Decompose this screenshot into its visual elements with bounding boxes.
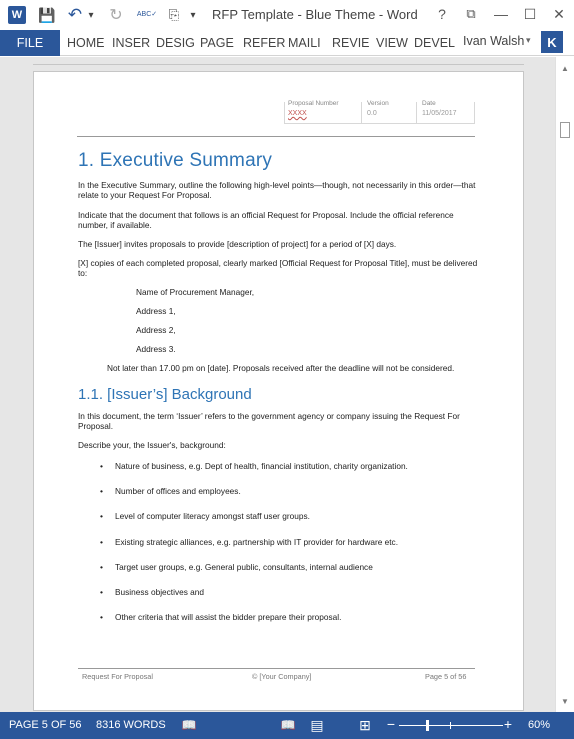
proofing-icon[interactable]: 📖 (181, 718, 197, 732)
help-button[interactable]: ? (438, 6, 446, 22)
bullet-icon: • (100, 537, 103, 547)
list-item: Existing strategic alliances, e.g. partnership with IT provider for hardware etc. (115, 537, 398, 547)
list-item: Business objectives and (115, 587, 205, 597)
paragraph-deadline: Not later than 17.00 pm on [date]. Proposals received after the deadline will not be considered. (107, 363, 455, 373)
title-bar (0, 0, 574, 30)
paragraph-copies: [X] copies of each completed proposal, clearly marked [Official Request for Proposal Title], must be delivered to: (78, 258, 478, 278)
spelling-icon[interactable]: ABC✓ (136, 11, 158, 18)
undo-icon[interactable]: ↶ (67, 5, 83, 24)
ribbon-tabs (0, 30, 574, 56)
paragraph-describe: Describe your, the Issuer's, background: (78, 440, 226, 450)
print-layout-icon[interactable]: ▤ (310, 716, 324, 733)
previous-page-edge (33, 64, 524, 65)
paragraph-invites: The [Issuer] invites proposals to provide [description of project] for a period of [X] days. (78, 239, 397, 249)
address-line: Address 3. (136, 344, 176, 354)
table-cell-date: 11/05/2017 (422, 110, 457, 117)
page-count[interactable]: PAGE 5 OF 56 (9, 719, 82, 731)
document-area[interactable] (0, 57, 555, 712)
scroll-down-icon[interactable]: ▼ (561, 696, 569, 706)
read-mode-icon[interactable]: 📖 (280, 718, 296, 732)
tab-developer[interactable]: DEVEL (414, 36, 455, 50)
header-rule (77, 136, 475, 137)
status-bar (0, 712, 574, 739)
list-item: Level of computer literacy amongst staff user groups. (115, 511, 310, 521)
table-header-proposal-number: Proposal Number (288, 100, 339, 107)
header-table (284, 102, 475, 124)
tab-home[interactable]: HOME (67, 36, 105, 50)
window-title: RFP Template - Blue Theme - Word (212, 7, 418, 22)
bullet-icon: • (100, 562, 103, 572)
redo-icon[interactable]: ↻ (109, 7, 123, 24)
heading-executive-summary: 1. Executive Summary (78, 150, 273, 171)
heading-issuer-background: 1.1. [Issuer’s] Background (78, 386, 252, 403)
touch-mode-icon[interactable]: ⎘ (168, 7, 180, 22)
zoom-slider-center-tick (450, 722, 451, 729)
list-item: Other criteria that will assist the bidder prepare their proposal. (115, 612, 342, 622)
tab-insert[interactable]: INSER (112, 36, 151, 50)
minimize-button[interactable]: — (494, 6, 508, 22)
tab-page-layout[interactable]: PAGE (200, 36, 234, 50)
tab-view[interactable]: VIEW (376, 36, 408, 50)
word-count[interactable]: 8316 WORDS (96, 719, 166, 731)
document-page[interactable] (33, 71, 524, 711)
save-icon[interactable]: 💾 (38, 6, 56, 23)
bullet-icon: • (100, 612, 103, 622)
table-header-version: Version (367, 100, 389, 107)
list-item: Number of offices and employees. (115, 486, 241, 496)
tab-review[interactable]: REVIE (332, 36, 370, 50)
table-header-date: Date (422, 100, 436, 107)
web-layout-icon[interactable]: ⊞ (359, 716, 371, 733)
footer-page-number: Page 5 of 56 (425, 672, 467, 681)
table-cell-version: 0.0 (367, 110, 377, 117)
tab-mailings[interactable]: MAILI (288, 36, 321, 50)
user-name[interactable]: Ivan Walsh (463, 34, 525, 48)
bullet-icon: • (100, 486, 103, 496)
zoom-out-icon[interactable]: − (386, 716, 396, 732)
zoom-level[interactable]: 60% (528, 719, 551, 731)
bullet-icon: • (100, 461, 103, 471)
scroll-up-icon[interactable]: ▲ (561, 63, 569, 73)
vertical-scrollbar[interactable] (555, 57, 574, 712)
zoom-slider-thumb[interactable] (426, 720, 429, 731)
paragraph-official-request: Indicate that the document that follows is an official Request for Proposal. Include the official reference number, if available. (78, 210, 454, 230)
footer-left: Request For Proposal (82, 672, 153, 681)
scrollbar-thumb[interactable] (560, 122, 570, 138)
user-menu-chevron-icon[interactable]: ▾ (526, 35, 531, 45)
ribbon-display-options-button[interactable]: ⧉ (466, 6, 476, 21)
zoom-in-icon[interactable]: + (503, 716, 513, 732)
address-line: Name of Procurement Manager, (136, 287, 255, 297)
tab-references[interactable]: REFER (243, 36, 286, 50)
address-line: Address 1, (136, 306, 176, 316)
undo-dropdown-icon[interactable]: ▾ (88, 9, 94, 21)
bullet-icon: • (100, 511, 103, 521)
paragraph-intro: In the Executive Summary, outline the following high-level points—though, not necessarily in this order—that relate to your Request For Proposal. (78, 180, 476, 200)
list-item: Target user groups, e.g. General public, consultants, internal audience (115, 562, 373, 572)
footer-center: © [Your Company] (252, 672, 312, 681)
restore-button[interactable]: ☐ (523, 5, 537, 22)
avatar[interactable]: K (541, 31, 563, 53)
word-app-icon[interactable]: W (8, 6, 26, 24)
customize-qat-icon[interactable]: ▾ (190, 9, 196, 21)
footer-rule (78, 668, 475, 669)
tab-file[interactable]: FILE (0, 30, 60, 56)
close-button[interactable]: ✕ (553, 5, 565, 22)
table-cell-proposal-number: XXXX (288, 110, 307, 117)
tab-design[interactable]: DESIG (156, 36, 195, 50)
list-item: Nature of business, e.g. Dept of health, financial institution, charity organization. (115, 461, 408, 471)
zoom-slider[interactable] (399, 725, 503, 726)
paragraph-issuer-term: In this document, the term ‘Issuer’ refers to the government agency or company issuing the Request For Proposal. (78, 411, 460, 431)
bullet-icon: • (100, 587, 103, 597)
address-line: Address 2, (136, 325, 176, 335)
